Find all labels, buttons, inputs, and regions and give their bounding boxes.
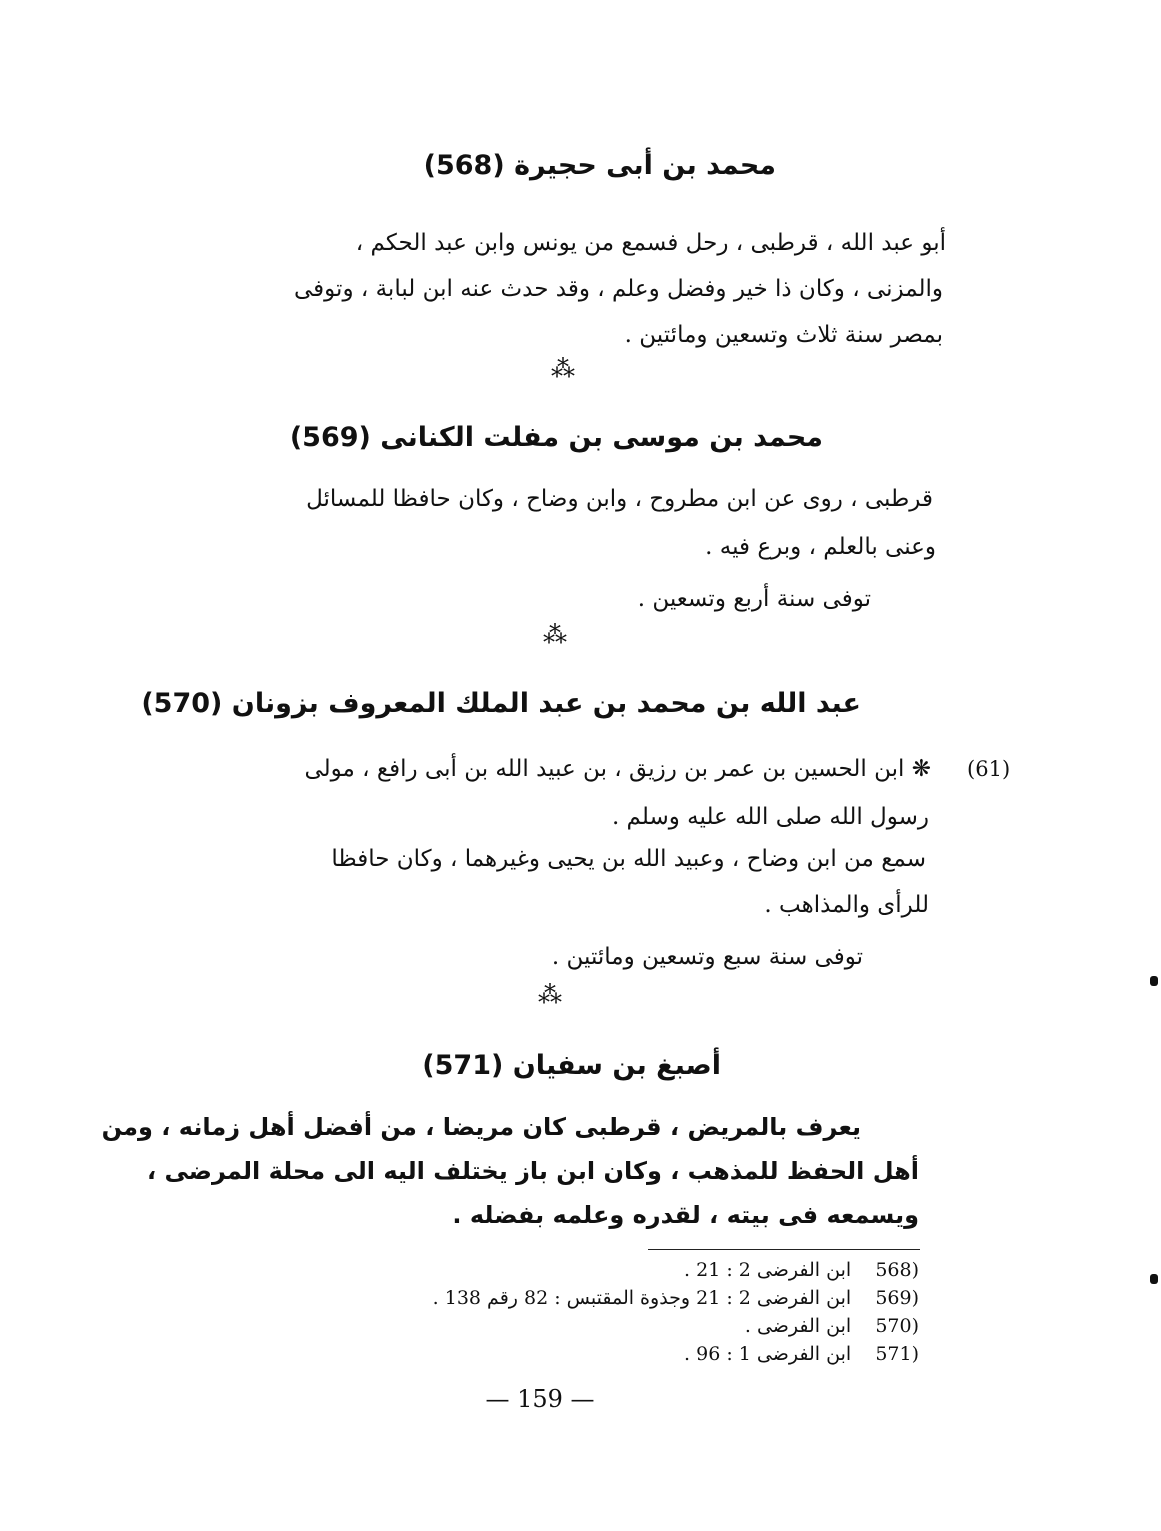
entry-568-line-2: والمزنى ، وكان ذا خير وفضل وعلم ، وقد حدث عنه ابن لبابة ، وتوفى [294,276,943,302]
footnote-568 [684,1256,919,1284]
footnote-569 [433,1284,919,1312]
footnote-text: ابن الفرضى 1 : 96 . [684,1343,852,1365]
footnote-number: (569 [875,1287,919,1309]
entry-568-line-1: أبو عبد الله ، قرطبى ، رحل فسمع من يونس وابن عبد الحكم ، [355,230,946,256]
page-number: — 159 — [485,1385,595,1413]
entry-570-line-1: ❋ ابن الحسين بن عمر بن رزيق ، بن عبيد الله بن أبى رافع ، مولى [304,756,931,782]
footnote-number: (568 [875,1259,919,1281]
section-separator: ⁂ [538,981,562,1009]
entry-569-line-2: وعنى بالعلم ، وبرع فيه . [705,534,936,560]
margin-note: (61) [967,757,1011,781]
entry-571-line-3: ويسمعه فى بيته ، لقدره وعلمه بفضله . [452,1201,919,1229]
entry-570-line-2: رسول الله صلى الله عليه وسلم . [611,804,929,830]
entry-568-line-3: بمصر سنة ثلاث وتسعين ومائتين . [624,322,943,348]
footnote-text: ابن الفرضى 2 : 21 وجذوة المقتبس : 82 رقم 138 . [432,1287,852,1309]
entry-heading-570: عبد الله بن محمد بن عبد الملك المعروف بزونان (570) [141,688,861,719]
entry-heading-571: أصبغ بن سفيان (571) [422,1050,721,1081]
footnote-text: ابن الفرضى 2 : 21 . [684,1259,852,1281]
entry-570-line-5: توفى سنة سبع وتسعين ومائتين . [551,944,863,970]
footnote-number: (570 [875,1315,919,1337]
entry-570-line-4: للرأى والمذاهب . [764,892,929,918]
footnote-570 [745,1312,919,1340]
section-separator: ⁂ [551,355,575,383]
section-separator: ⁂ [543,621,567,649]
entry-570-line-3: سمع من ابن وضاح ، وعبيد الله بن يحيى وغيرهما ، وكان حافظا [331,846,926,872]
footnote-number: (571 [875,1343,919,1365]
entry-571-line-2: أهل الحفظ للمذهب ، وكان ابن باز يختلف اليه الى محلة المرضى ، [147,1157,919,1185]
entry-569-line-1: قرطبى ، روى عن ابن مطروح ، وابن وضاح ، وكان حافظا للمسائل [306,486,933,512]
scan-mark [1150,976,1158,986]
footnote-rule [648,1249,920,1250]
entry-heading-568: محمد بن أبى حجيرة (568) [423,150,776,181]
footnote-text: ابن الفرضى . [744,1315,852,1337]
entry-569-line-3: توفى سنة أربع وتسعين . [637,586,871,612]
entry-571-line-1: يعرف بالمريض ، قرطبى كان مريضا ، من أفضل أهل زمانه ، ومن [101,1113,861,1141]
scan-mark [1150,1274,1158,1284]
entry-heading-569: محمد بن موسى بن مفلت الكنانى (569) [289,422,823,453]
footnote-571 [684,1340,919,1368]
